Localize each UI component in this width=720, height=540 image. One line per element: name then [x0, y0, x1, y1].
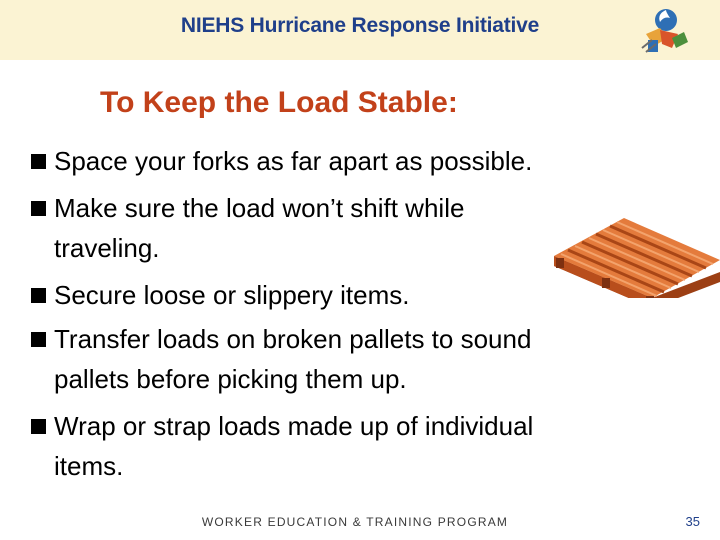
- bullet-3-line-1: Secure loose or slippery items.: [54, 280, 410, 310]
- footer-program: WORKER EDUCATION & TRAINING PROGRAM: [201, 515, 509, 529]
- page-number: 35: [685, 514, 700, 529]
- bullet-4-line-2: pallets before picking them up.: [54, 364, 407, 394]
- slide-title: To Keep the Load Stable:: [100, 86, 458, 119]
- bullet-4-line-1: Transfer loads on broken pallets to sound: [54, 324, 532, 354]
- header-title: NIEHS Hurricane Response Initiative: [180, 14, 540, 37]
- bullet-2-line-1: Make sure the load won’t shift while: [54, 193, 465, 223]
- square-bullet-icon: [31, 332, 46, 347]
- bullet-1-line-1: Space your forks as far apart as possible.: [54, 146, 533, 176]
- square-bullet-icon: [31, 154, 46, 169]
- square-bullet-icon: [31, 288, 46, 303]
- bullet-2-line-2: traveling.: [54, 233, 160, 263]
- square-bullet-icon: [31, 419, 46, 434]
- bullet-5-line-1: Wrap or strap loads made up of individual: [54, 411, 534, 441]
- square-bullet-icon: [31, 201, 46, 216]
- wooden-pallet-icon: [554, 212, 720, 298]
- bullet-5-line-2: items.: [54, 451, 124, 481]
